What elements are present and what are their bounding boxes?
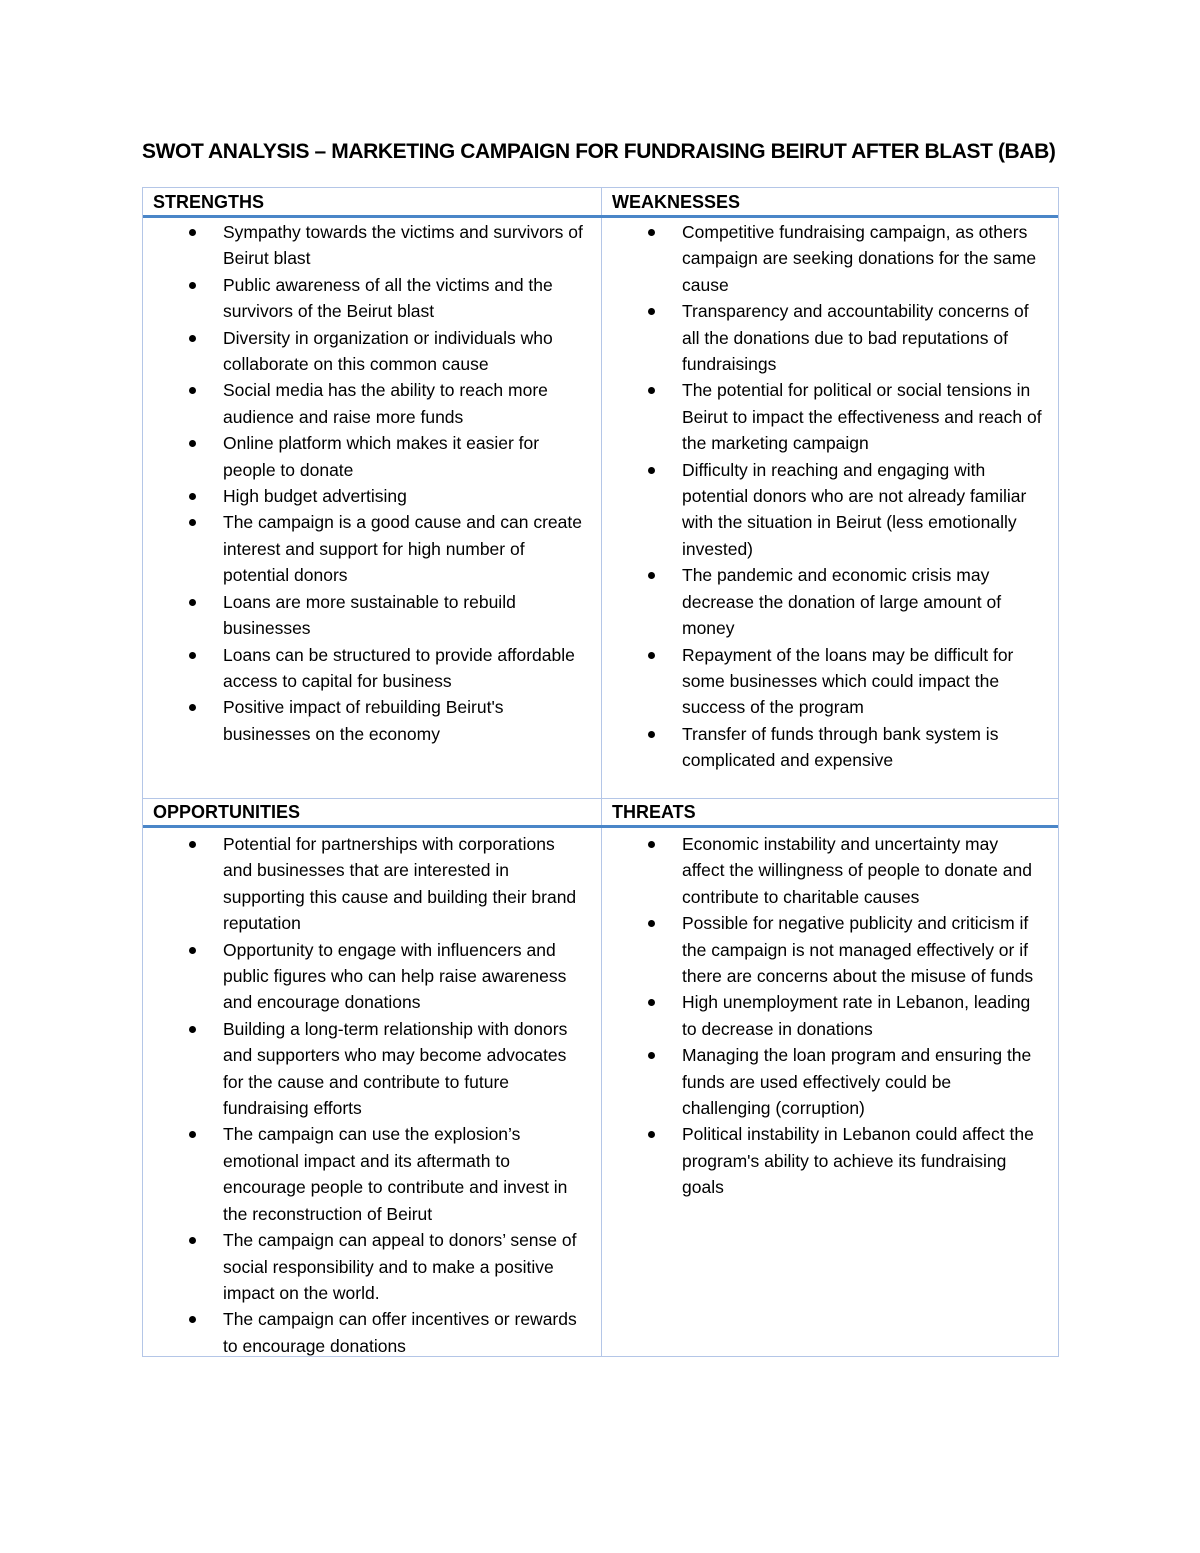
opportunities-heading: OPPORTUNITIES [153,802,301,822]
opportunities-cell [143,831,583,1359]
bullet-item: Social media has the ability to reach more audience and raise more funds [143,377,583,430]
bullet-item: Managing the loan program and ensuring the funds are used effectively could be challenging (corruption) [602,1042,1042,1121]
bullet-item: Competitive fundraising campaign, as others campaign are seeking donations for the same cause [602,219,1042,298]
strengths-list [143,219,583,747]
bullet-item: Economic instability and uncertainty may affect the willingness of people to donate and contribute to charitable causes [602,831,1042,910]
weaknesses-list [602,219,1042,774]
bullet-item: Difficulty in reaching and engaging with potential donors who are not already familiar with the situation in Beirut (less emotionally invested) [602,457,1042,563]
document-title: SWOT ANALYSIS – MARKETING CAMPAIGN FOR FUNDRAISING BEIRUT AFTER BLAST (BAB) [142,140,1056,163]
bullet-item: Loans can be structured to provide affordable access to capital for business [143,642,583,695]
bullet-item: The pandemic and economic crisis may decrease the donation of large amount of money [602,562,1042,641]
weaknesses-cell [602,219,1042,774]
bullet-item: Possible for negative publicity and criticism if the campaign is not managed effectively or if there are concerns about the misuse of funds [602,910,1042,989]
bullet-item: Loans are more sustainable to rebuild businesses [143,589,583,642]
header-underline-top [143,215,1058,218]
weaknesses-heading: WEAKNESSES [612,192,741,212]
bullet-item: Online platform which makes it easier for people to donate [143,430,583,483]
bullet-item: Diversity in organization or individuals who collaborate on this common cause [143,325,583,378]
bullet-item: Potential for partnerships with corporations and businesses that are interested in supporting this cause and building their brand reputation [143,831,583,937]
bullet-item: High budget advertising [143,483,583,509]
bullet-item: The campaign is a good cause and can create interest and support for high number of potential donors [143,509,583,588]
bullet-item: Political instability in Lebanon could affect the program's ability to achieve its fundraising goals [602,1121,1042,1200]
bullet-item: The campaign can appeal to donors’ sense of social responsibility and to make a positive impact on the world. [143,1227,583,1306]
bullet-item: Positive impact of rebuilding Beirut's businesses on the economy [143,694,583,747]
bullet-item: Building a long-term relationship with donors and supporters who may become advocates for the cause and contribute to future fundraising efforts [143,1016,583,1122]
threats-cell [602,831,1042,1201]
bullet-item: Transfer of funds through bank system is complicated and expensive [602,721,1042,774]
swot-table [142,187,1059,1357]
bullet-item: The campaign can use the explosion’s emotional impact and its aftermath to encourage people to contribute and invest in the reconstruction of Beirut [143,1121,583,1227]
bullet-item: High unemployment rate in Lebanon, leading to decrease in donations [602,989,1042,1042]
bullet-item: Sympathy towards the victims and survivors of Beirut blast [143,219,583,272]
threats-list [602,831,1042,1201]
opportunities-list [143,831,583,1359]
strengths-heading: STRENGTHS [153,192,265,212]
strengths-cell [143,219,583,747]
bullet-item: The campaign can offer incentives or rewards to encourage donations [143,1306,583,1359]
bullet-item: Opportunity to engage with influencers and public figures who can help raise awareness and encourage donations [143,937,583,1016]
threats-heading: THREATS [612,802,696,822]
bullet-item: The potential for political or social tensions in Beirut to impact the effectiveness and reach of the marketing campaign [602,377,1042,456]
bullet-item: Repayment of the loans may be difficult for some businesses which could impact the success of the program [602,642,1042,721]
bullet-item: Transparency and accountability concerns of all the donations due to bad reputations of fundraisings [602,298,1042,377]
bullet-item: Public awareness of all the victims and the survivors of the Beirut blast [143,272,583,325]
